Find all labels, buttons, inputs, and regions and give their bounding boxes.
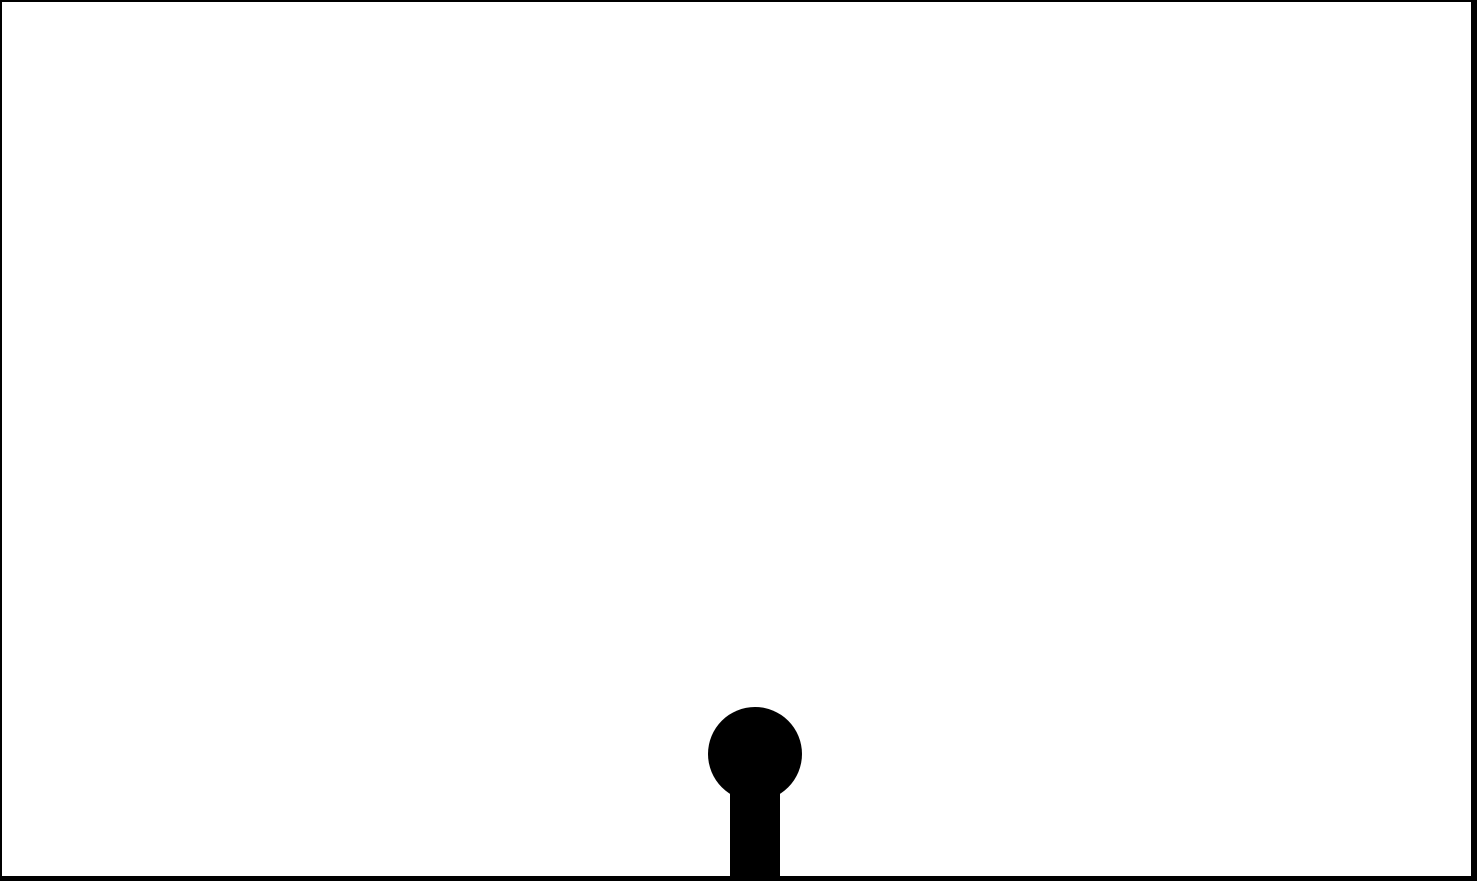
punch-notch [730, 782, 780, 878]
catalog-card [2, 2, 1471, 876]
